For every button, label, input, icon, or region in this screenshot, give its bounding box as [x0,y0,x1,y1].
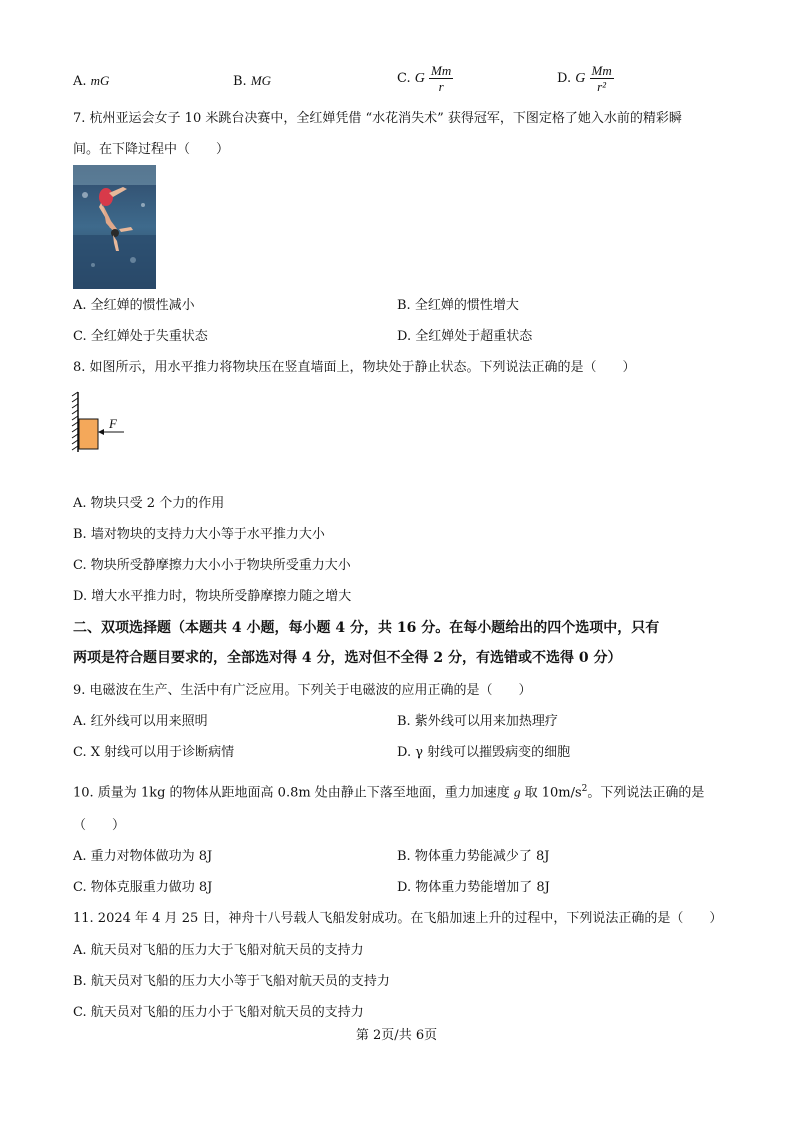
q10-stem-post: 。下列说法正确的是 [587,785,705,801]
q9-option-c: C. X 射线可以用于诊断病情 [73,745,235,760]
q6-option-d-fraction [590,63,614,94]
q6-option-b-label: B. [233,74,247,89]
q6-option-c-numerator: Mm [431,63,452,78]
section2-heading-line1: 二、双项选择题（本题共 4 小题，每小题 4 分，共 16 分。在每小题给出的四个选项中，只有 [73,620,660,636]
q11-option-b: B. 航天员对飞船的压力大小等于飞船对航天员的支持力 [73,974,390,989]
q10-stem-mid: 取 10m/s [520,785,582,801]
q10-exponent: 2 [581,784,588,794]
q7-option-c: C. 全红婵处于失重状态 [73,329,208,344]
q10-stem-pre: 10. 质量为 1kg 的物体从距地面高 0.8m 处由静止下落至地面，重力加速度 [73,785,514,801]
q10-stem [73,780,704,802]
q6-option-c [397,62,453,96]
q6-option-d-g: G [575,71,586,86]
q10-option-b: B. 物体重力势能减少了 8J [397,849,550,864]
q6-option-a-text: mG [90,73,110,88]
q11-option-c: C. 航天员对飞船的压力小于飞船对航天员的支持力 [73,1005,364,1020]
q8-option-d: D. 增大水平推力时，物块所受静摩擦力随之增大 [73,589,352,604]
q11-stem: 11. 2024 年 4 月 25 日，神舟十八号载人飞船发射成功。在飞船加速上升的过程中，下列说法正确的是（ ） [73,911,723,926]
q6-option-c-denominator: r [438,79,444,94]
q6-option-b [233,72,271,91]
q6-option-d-denominator: r² [597,79,607,94]
q6-option-c-fraction [429,63,453,94]
q10-gravity-symbol: g [513,784,521,800]
section2-heading-line2: 两项是符合题目要求的，全部选对得 4 分，选对但不全得 2 分，有选错或不选得 0 分） [73,650,622,666]
q9-option-a: A. 红外线可以用来照明 [73,714,208,729]
q7-option-d: D. 全红婵处于超重状态 [397,329,533,344]
q7-stem-line1: 7. 杭州亚运会女子 10 米跳台决赛中，全红婵凭借 “水花消失术” 获得冠军，下图定格了她入水前的精彩瞬 [73,111,682,126]
q7-stem-line2: 间。在下降过程中（ ） [73,142,230,157]
q8-stem: 8. 如图所示，用水平推力将物块压在竖直墙面上，物块处于静止状态。下列说法正确的是（ ） [73,360,636,375]
q7-option-a: A. 全红婵的惯性减小 [73,298,195,313]
q9-stem: 9. 电磁波在生产、生活中有广泛应用。下列关于电磁波的应用正确的是（ ） [73,683,532,698]
q6-option-c-g: G [414,71,425,86]
q6-option-d-label: D. [557,71,572,86]
page-footer: 第 2页/共 6页 [355,1028,438,1043]
q6-option-d-numerator: Mm [591,63,612,78]
q8-option-a: A. 物块只受 2 个力的作用 [73,496,225,511]
q10-stem-line2: （ ） [73,818,126,833]
q6-option-d [557,62,614,96]
q6-option-a [73,72,109,91]
q10-option-c: C. 物体克服重力做功 8J [73,880,213,895]
q6-option-c-label: C. [397,71,411,86]
force-label: F [109,416,117,431]
q10-option-d: D. 物体重力势能增加了 8J [397,880,550,895]
q8-option-c: C. 物块所受静摩擦力大小小于物块所受重力大小 [73,558,351,573]
q6-option-a-label: A. [73,74,87,89]
q10-option-a: A. 重力对物体做功为 8J [73,849,213,864]
diver-photo [73,165,156,289]
q7-option-b: B. 全红婵的惯性增大 [397,298,519,313]
wall-block-diagram [70,390,130,454]
q8-option-b: B. 墙对物块的支持力大小等于水平推力大小 [73,527,325,542]
q9-option-b: B. 紫外线可以用来加热理疗 [397,714,558,729]
q9-option-d: D. γ 射线可以摧毁病变的细胞 [397,745,571,760]
q11-option-a: A. 航天员对飞船的压力大于飞船对航天员的支持力 [73,943,364,958]
q6-option-b-text: MG [250,73,272,88]
